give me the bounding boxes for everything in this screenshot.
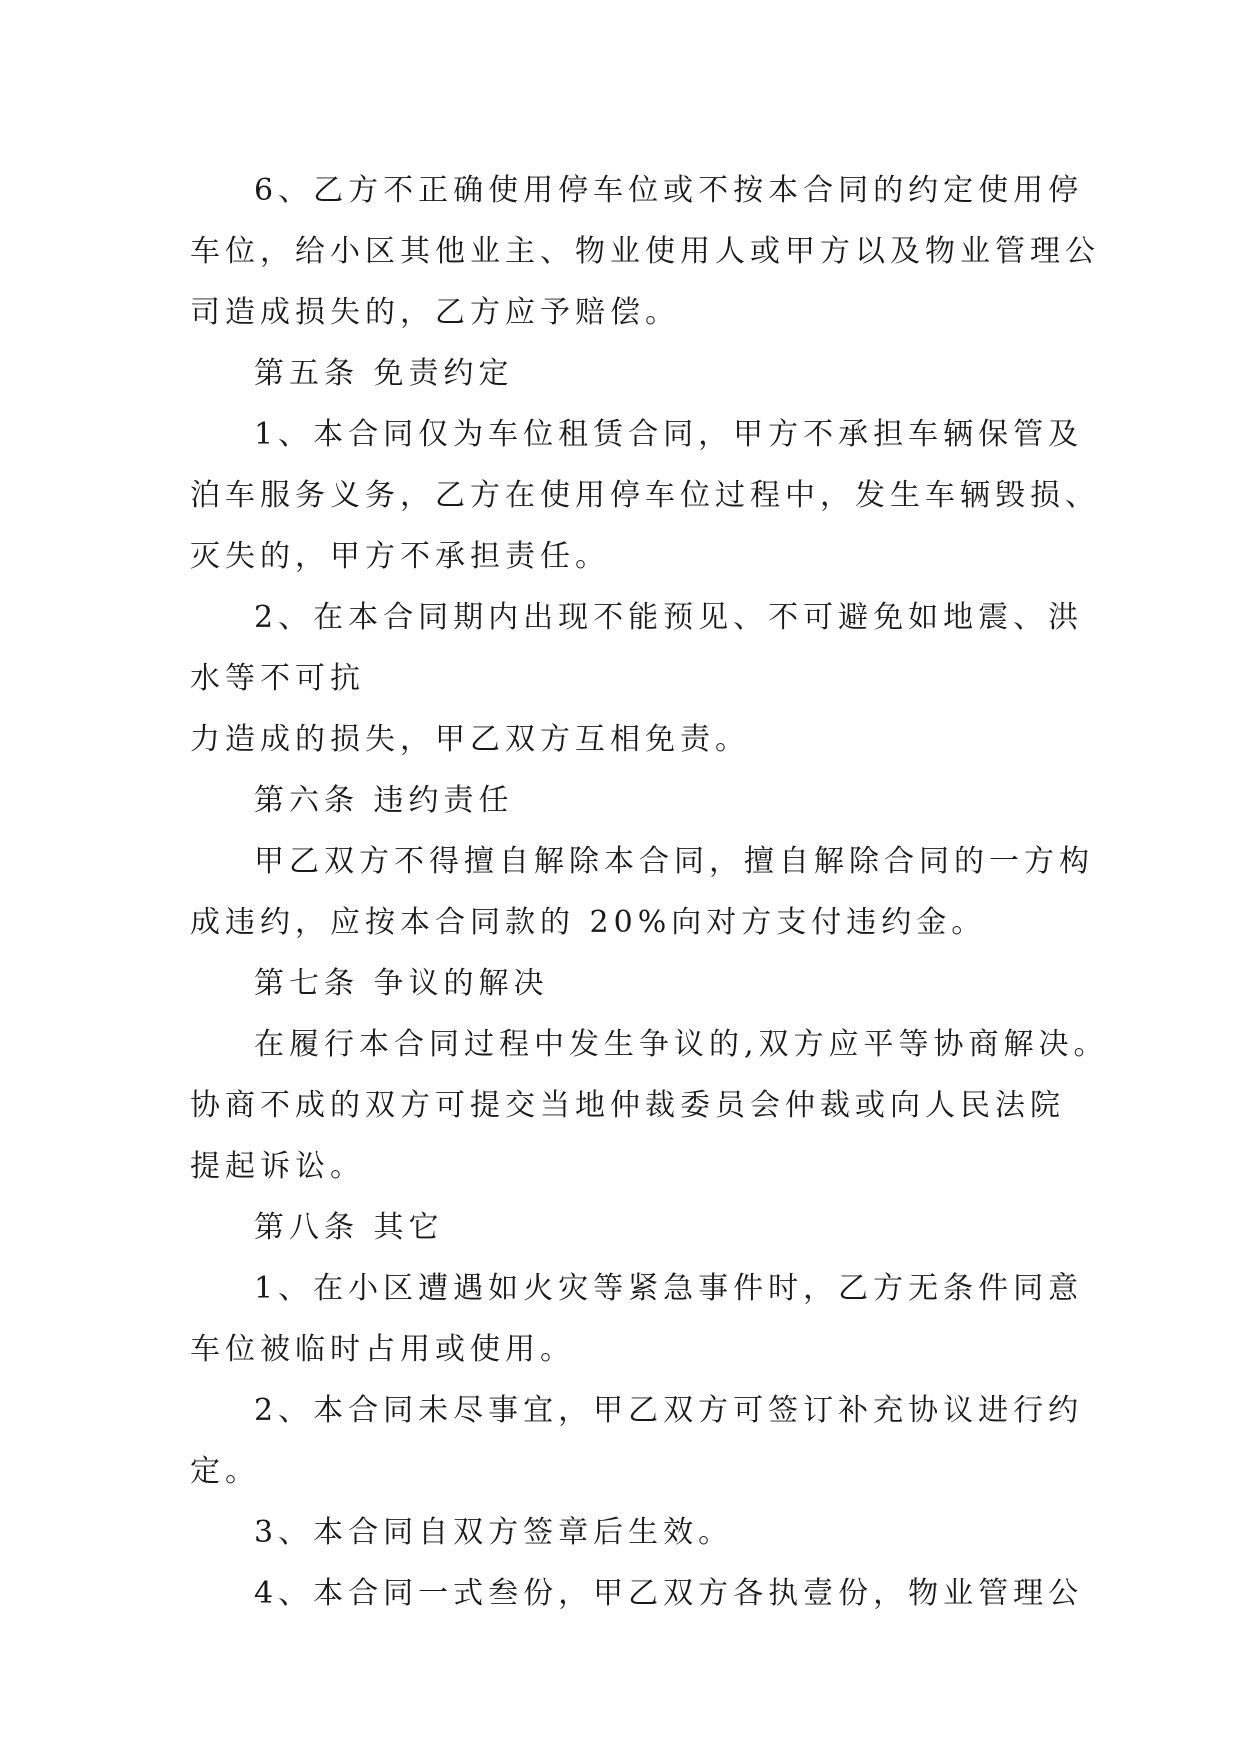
text-line: 6、乙方不正确使用停车位或不按本合同的约定使用停: [254, 173, 1084, 208]
text-line: 在履行本合同过程中发生争议的,双方应平等协商解决。: [254, 1027, 1109, 1062]
section-heading: 第七条 争议的解决: [254, 966, 549, 1001]
section-heading: 第八条 其它: [254, 1210, 444, 1245]
text-line: 车位被临时占用或使用。: [190, 1332, 575, 1367]
text-line: 水等不可抗: [190, 661, 365, 696]
text-line: 力造成的损失，甲乙双方互相免责。: [190, 722, 750, 757]
text-line: 2、本合同未尽事宜，甲乙双方可签订补充协议进行约: [254, 1393, 1084, 1428]
text-line: 甲乙双方不得擅自解除本合同，擅自解除合同的一方构: [254, 844, 1094, 879]
text-line: 成违约，应按本合同款的 20%向对方支付违约金。: [190, 905, 987, 940]
text-line: 4、本合同一式叁份，甲乙双方各执壹份，物业管理公: [254, 1576, 1084, 1611]
text-line: 2、在本合同期内出现不能预见、不可避免如地震、洪: [254, 600, 1084, 635]
section-heading: 第五条 免责约定: [254, 356, 514, 391]
text-line: 提起诉讼。: [190, 1149, 365, 1184]
text-line: 1、本合同仅为车位租赁合同，甲方不承担车辆保管及: [254, 417, 1084, 452]
text-line: 车位，给小区其他业主、物业使用人或甲方以及物业管理公: [190, 234, 1100, 269]
document-body: [190, 160, 1109, 1624]
text-line: 定。: [190, 1454, 260, 1489]
text-line: 司造成损失的，乙方应予赔偿。: [190, 295, 680, 330]
text-line: 协商不成的双方可提交当地仲裁委员会仲裁或向人民法院: [190, 1088, 1065, 1123]
text-line: 灭失的，甲方不承担责任。: [190, 539, 610, 574]
text-line: 1、在小区遭遇如火灾等紧急事件时，乙方无条件同意: [254, 1271, 1084, 1306]
text-line: 泊车服务义务，乙方在使用停车位过程中，发生车辆毁损、: [190, 478, 1100, 513]
section-heading: 第六条 违约责任: [254, 783, 514, 818]
text-line: 3、本合同自双方签章后生效。: [254, 1515, 734, 1550]
